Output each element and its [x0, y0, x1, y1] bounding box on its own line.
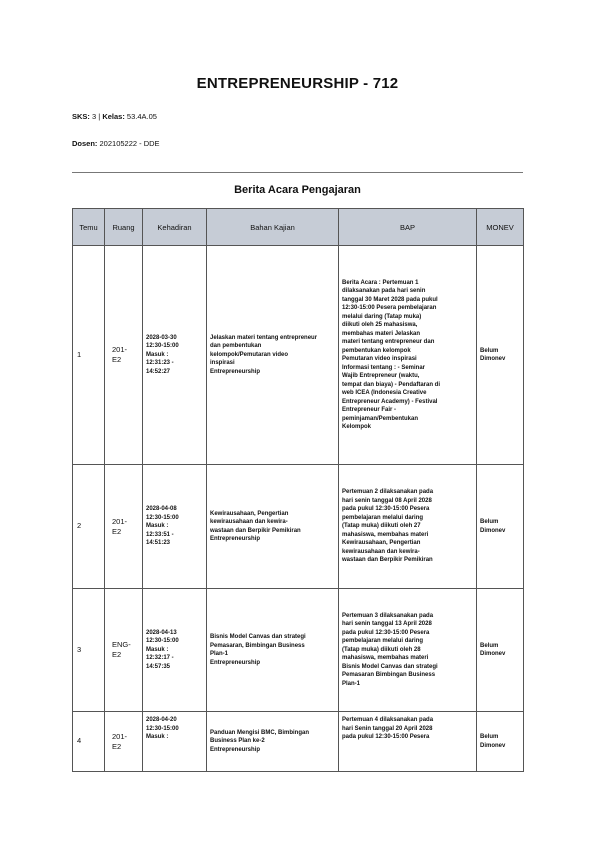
cell-bahan-kajian: [207, 589, 339, 712]
bap-line: hari senin tanggal 08 April 2028: [342, 497, 432, 504]
bap-line: 12:30-15:00 Pesera pembelajaran: [342, 305, 437, 311]
bap-line: pada pukul 12:30-15:00 Pesera: [342, 629, 430, 636]
bap-line: Entrepreneur Fair -: [342, 407, 397, 413]
kehadiran-line: Masuk :: [146, 523, 169, 530]
ruang-line: 201-: [112, 516, 128, 526]
bap-line: pada pukul 12:30-15:00 Pesera: [342, 734, 430, 740]
cell-bahan-kajian: [207, 246, 339, 465]
kehadiran-line: 12:30-15:00: [146, 725, 179, 732]
cell-ruang: [105, 246, 143, 465]
cell-bap: [339, 465, 477, 589]
kehadiran-line: 12:31:23 -: [146, 360, 174, 367]
bap-line: mahasiswa, membahas materi: [342, 531, 429, 538]
sks-label: SKS:: [72, 112, 90, 121]
bap-line: materi tentang entrepreneur dan: [342, 339, 435, 345]
kehadiran-line: 2028-03-30: [146, 334, 177, 341]
dosen-value: 202105222 - DDE: [99, 139, 160, 148]
ruang-line: 201-: [112, 731, 128, 741]
kelas-value: 53.4A.05: [126, 112, 157, 121]
kehadiran-line: 2028-04-08: [146, 506, 177, 513]
bap-line: mahasiswa, membahas materi: [342, 655, 429, 662]
bap-line: melalui daring (Tatap muka): [342, 313, 422, 320]
sks-value: 3: [92, 112, 97, 121]
bap-line: hari senin tanggal 13 April 2028: [342, 621, 432, 628]
lecturer-meta: [72, 139, 160, 148]
monev-line: Belum: [480, 519, 499, 525]
kehadiran-line: 12:32:17 -: [146, 655, 174, 662]
monev-line: Dimonev: [480, 651, 506, 657]
bap-line: pada pukul 12:30-15:00 Pesera: [342, 506, 430, 513]
cell-ruang: [105, 712, 143, 772]
dosen-label: Dosen:: [72, 139, 98, 148]
bap-line: peminjaman/Pembentukan: [342, 415, 419, 422]
bap-line: Berita Acara : Pertemuan 1: [342, 279, 419, 286]
bap-line: Pertemuan 2 dilaksanakan pada: [342, 489, 434, 496]
cell-bahan-kajian: [207, 712, 339, 772]
bahan-line: wastaan dan Berpikir Pemikiran: [210, 527, 301, 534]
bap-line: pembelajaran melalui daring: [342, 638, 424, 645]
bap-line: tempat dan biaya) - Pendaftaran di: [342, 381, 441, 388]
bahan-line: Entrepreneurship: [210, 746, 261, 753]
bahan-line: kelompok/Pemutaran video: [210, 351, 289, 358]
bap-line: Pertemuan 3 dilaksanakan pada: [342, 612, 434, 619]
monev-line: Belum: [480, 642, 499, 649]
bap-line: Wajib Entrepreneur (waktu,: [342, 373, 420, 379]
kehadiran-line: Masuk :: [146, 646, 169, 653]
cell-monev: [477, 589, 524, 712]
header-temu: Temu: [73, 209, 105, 246]
bap-line: (Tatap muka) diikuti oleh 28: [342, 646, 421, 653]
cell-temu: 2: [73, 465, 105, 589]
divider: [72, 172, 523, 173]
bap-line: (Tatap muka) diikuti oleh 27: [342, 523, 421, 530]
cell-kehadiran: [143, 465, 207, 589]
kehadiran-line: 12:30-15:00: [146, 514, 179, 521]
header-ruang: Ruang: [105, 209, 143, 246]
bap-line: pembentukan kelompok: [342, 347, 411, 354]
table-header-row: [73, 209, 524, 246]
bap-line: tanggal 30 Maret 2028 pada pukul: [342, 296, 438, 303]
cell-bap: [339, 589, 477, 712]
cell-ruang: [105, 465, 143, 589]
bahan-line: Business Plan ke-2: [210, 738, 265, 745]
kehadiran-line: 14:57:35: [146, 663, 171, 670]
ruang-line: E2: [112, 741, 122, 751]
header-monev: MONEV: [477, 209, 524, 246]
header-bahan-kajian: Bahan Kajian: [207, 209, 339, 246]
header-bap: BAP: [339, 209, 477, 246]
bap-line: Pemutaran video inspirasi: [342, 356, 417, 362]
kehadiran-line: 14:52:27: [146, 368, 171, 375]
bap-line: Pemasaran Bimbingan Business: [342, 672, 436, 679]
cell-monev: [477, 465, 524, 589]
kehadiran-line: 2028-04-13: [146, 629, 177, 636]
cell-monev: [477, 246, 524, 465]
bahan-line: Entrepreneurship: [210, 659, 261, 666]
bap-line: hari Senin tanggal 20 April 2028: [342, 725, 433, 732]
cell-kehadiran: [143, 246, 207, 465]
bahan-line: dan pembentukan: [210, 343, 262, 350]
kehadiran-line: 12:30-15:00: [146, 638, 179, 645]
bap-line: wastaan dan Berpikir Pemikiran: [342, 557, 433, 564]
bahan-line: Entrepreneurship: [210, 536, 261, 542]
cell-monev: [477, 712, 524, 772]
kehadiran-line: 12:33:51 -: [146, 531, 174, 538]
monev-line: Belum: [480, 347, 499, 354]
kehadiran-line: 12:30-15:00: [146, 343, 179, 350]
table-row: [73, 589, 524, 712]
section-title: Berita Acara Pengajaran: [234, 184, 361, 196]
bap-line: dilaksanakan pada hari senin: [342, 288, 426, 294]
monev-line: Dimonev: [480, 742, 506, 749]
bap-table: [72, 208, 524, 772]
bap-line: Plan-1: [342, 680, 361, 687]
bap-line: web ICEA (Indonesia Creative: [342, 390, 427, 396]
cell-bahan-kajian: [207, 465, 339, 589]
bahan-line: Pemasaran, Bimbingan Business: [210, 642, 305, 649]
kehadiran-line: 14:51:23: [146, 540, 171, 547]
cell-bap: [339, 246, 477, 465]
bahan-line: kewirausahaan dan kewira-: [210, 519, 288, 525]
cell-temu: 4: [73, 712, 105, 772]
monev-line: Dimonev: [480, 527, 506, 534]
table-row: [73, 246, 524, 465]
kelas-label: Kelas:: [102, 112, 125, 121]
kehadiran-line: Masuk :: [146, 734, 169, 740]
header-kehadiran: Kehadiran: [143, 209, 207, 246]
bap-line: Pertemuan 4 dilaksanakan pada: [342, 717, 434, 723]
bap-line: Bisnis Model Canvas dan strategi: [342, 663, 438, 670]
bap-line: kewirausahaan dan kewira-: [342, 548, 420, 555]
cell-temu: 1: [73, 246, 105, 465]
bahan-line: Entrepreneurship: [210, 368, 261, 375]
bahan-line: Plan-1: [210, 651, 229, 657]
kehadiran-line: 2028-04-20: [146, 717, 177, 723]
bahan-line: Bisnis Model Canvas dan strategi: [210, 634, 306, 640]
bap-line: diikuti oleh 25 mahasiswa,: [342, 322, 418, 328]
bap-line: Entrepreneur Academy) - Festival: [342, 398, 438, 405]
monev-line: Dimonev: [480, 356, 506, 362]
bap-line: Kelompok: [342, 424, 372, 430]
bahan-line: inspirasi: [210, 360, 235, 367]
table-row: [73, 712, 524, 772]
bahan-line: Panduan Mengisi BMC, Bimbingan: [210, 729, 310, 736]
monev-line: Belum: [480, 734, 499, 740]
bahan-line: Jelaskan materi tentang entrepreneur: [210, 334, 318, 341]
ruang-line: E2: [112, 526, 122, 536]
bap-line: pembelajaran melalui daring: [342, 514, 424, 521]
bap-line: Informasi tentang : - Seminar: [342, 364, 426, 371]
cell-ruang: [105, 589, 143, 712]
cell-kehadiran: [143, 589, 207, 712]
ruang-line: 201-: [112, 345, 128, 354]
bahan-line: Kewirausahaan, Pengertian: [210, 510, 289, 517]
kehadiran-line: Masuk :: [146, 351, 169, 358]
course-title: ENTREPRENEURSHIP - 712: [196, 75, 399, 92]
ruang-line: E2: [112, 650, 122, 659]
table-row: [73, 465, 524, 589]
bap-line: membahas materi Jelaskan: [342, 330, 421, 337]
bap-line: Kewirausahaan, Pengertian: [342, 540, 421, 547]
course-meta: SKS: 3 | Kelas: 53.4A.05: [72, 112, 157, 121]
ruang-line: ENG-: [112, 640, 131, 649]
ruang-line: E2: [112, 355, 122, 364]
cell-temu: 3: [73, 589, 105, 712]
cell-bap: [339, 712, 477, 772]
cell-kehadiran: [143, 712, 207, 772]
